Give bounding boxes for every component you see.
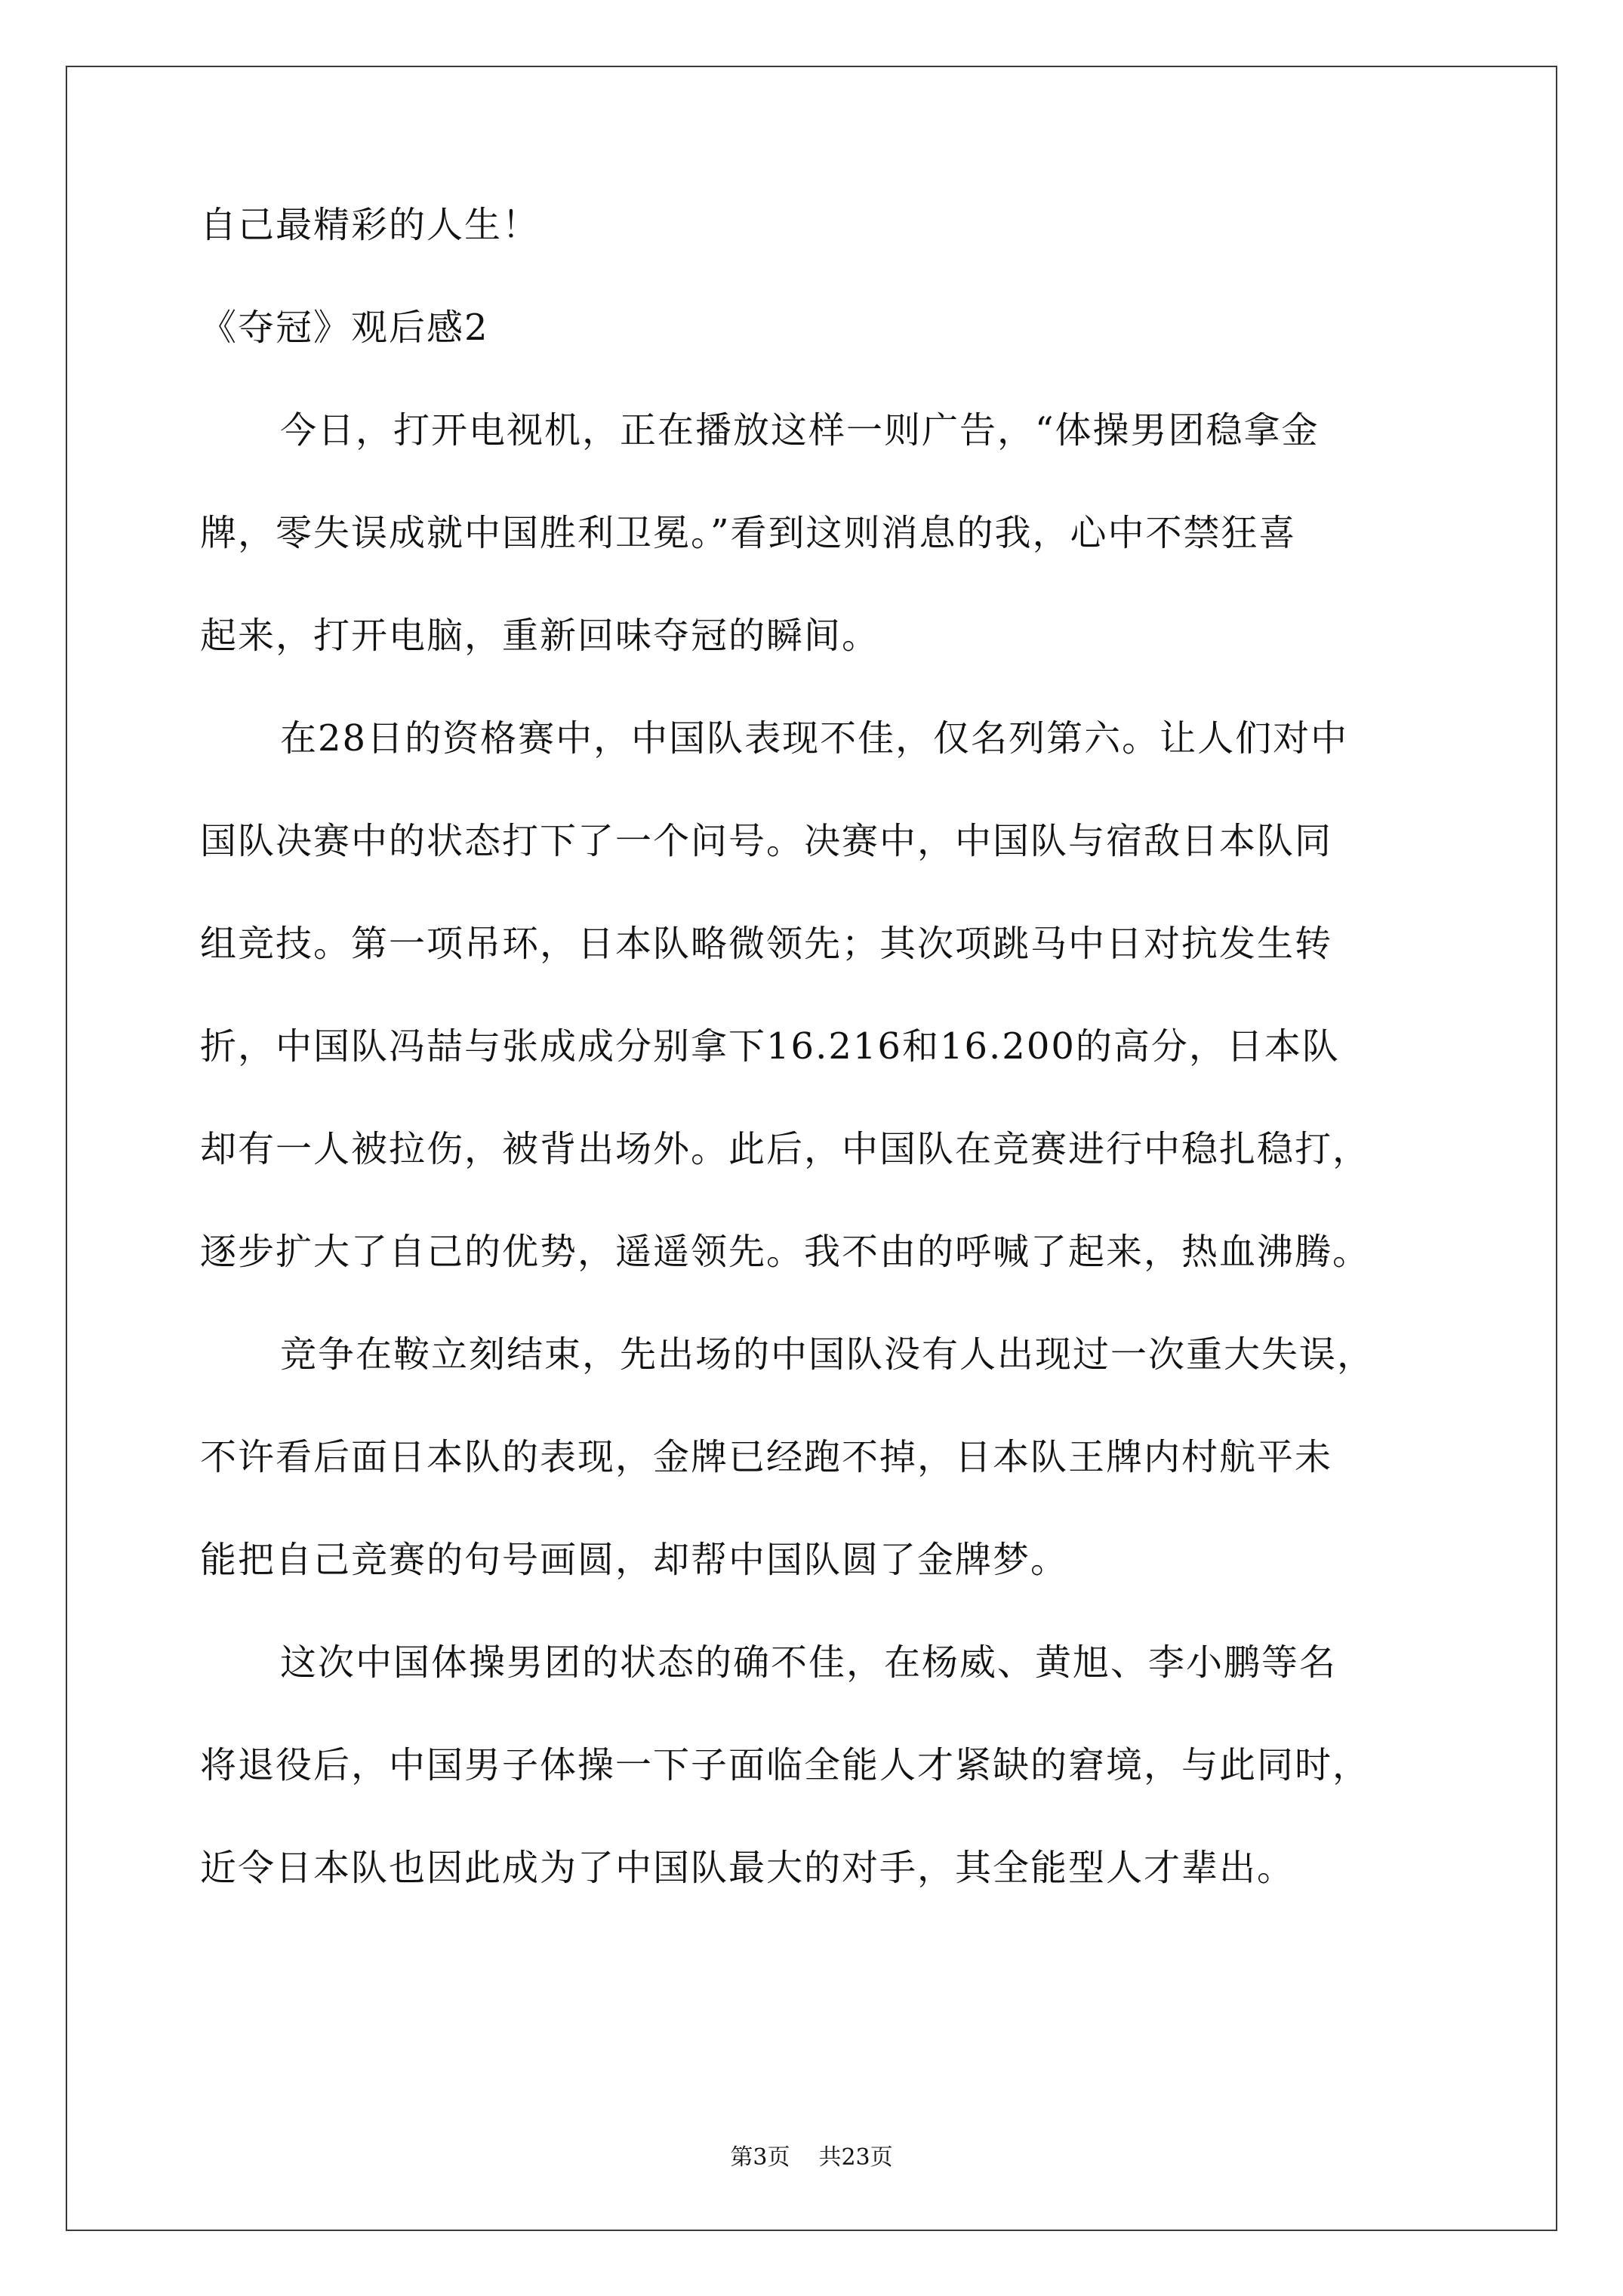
text-line: 今日，打开电视机，正在播放这样一则广告，“体操男团稳拿金 bbox=[280, 409, 1320, 451]
text-line: 这次中国体操男团的状态的确不佳，在杨威、黄旭、李小鹏等名 bbox=[280, 1641, 1338, 1684]
text-line: 在28日的资格赛中，中国队表现不佳，仅名列第六。让人们对中 bbox=[280, 717, 1349, 760]
section-heading: 《夺冠》观后感2 bbox=[200, 307, 489, 349]
text-line: 近令日本队也因此成为了中国队最大的对手，其全能型人才辈出。 bbox=[200, 1847, 1295, 1889]
document-body bbox=[200, 204, 1438, 1889]
text-line: 却有一人被拉伤，被背出场外。此后，中国队在竞赛进行中稳扎稳打， bbox=[200, 1128, 1371, 1170]
text-line: 自己最精彩的人生！ bbox=[200, 204, 540, 246]
text-line: 牌，零失误成就中国胜利卫冕。”看到这则消息的我，心中不禁狂喜 bbox=[200, 512, 1297, 554]
text-line: 逐步扩大了自己的优势，遥遥领先。我不由的呼喊了起来，热血沸腾。 bbox=[200, 1231, 1371, 1273]
page-total: 共23页 bbox=[818, 2144, 893, 2171]
text-line: 竞争在鞍立刻结束，先出场的中国队没有人出现过一次重大失误， bbox=[280, 1333, 1375, 1376]
text-line: 国队决赛中的状态打下了一个问号。决赛中，中国队与宿敌日本队同 bbox=[200, 820, 1333, 862]
text-line: 不许看后面日本队的表现，金牌已经跑不掉，日本队王牌内村航平未 bbox=[200, 1436, 1333, 1478]
page-number: 第3页 bbox=[730, 2144, 790, 2171]
page-footer bbox=[0, 2144, 1623, 2171]
text-line: 将退役后，中国男子体操一下子面临全能人才紧缺的窘境，与此同时， bbox=[200, 1744, 1371, 1786]
text-line: 组竞技。第一项吊环，日本队略微领先；其次项跳马中日对抗发生转 bbox=[200, 923, 1333, 965]
text-line: 能把自己竞赛的句号画圆，却帮中国队圆了金牌梦。 bbox=[200, 1539, 1069, 1581]
text-line: 折，中国队冯喆与张成成分别拿下16.216和16.200的高分，日本队 bbox=[200, 1025, 1340, 1068]
text-line: 起来，打开电脑，重新回味夺冠的瞬间。 bbox=[200, 615, 880, 657]
